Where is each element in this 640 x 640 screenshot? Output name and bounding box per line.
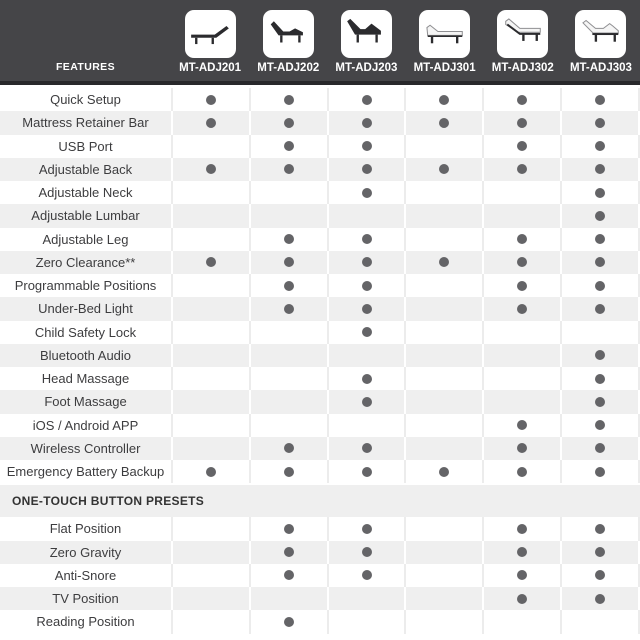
availability-dot-icon [284, 164, 294, 174]
feature-row [0, 367, 640, 390]
availability-cell [560, 181, 640, 204]
availability-dot-icon [595, 211, 605, 221]
availability-cell [560, 274, 640, 297]
availability-cell [404, 158, 482, 181]
availability-cell [249, 321, 327, 344]
availability-dot-icon [517, 443, 527, 453]
feature-name: Under-Bed Light [38, 301, 133, 317]
availability-cell [171, 251, 249, 274]
availability-cell [560, 414, 640, 437]
availability-cell [327, 158, 405, 181]
feature-row [0, 587, 640, 610]
bed-flat-dark-icon [188, 15, 232, 53]
availability-cell [249, 587, 327, 610]
availability-cell [482, 610, 560, 633]
availability-dot-icon [517, 257, 527, 267]
table-body [0, 88, 640, 634]
availability-cell [249, 228, 327, 251]
availability-cell [482, 414, 560, 437]
bed-head-up-dark-icon [266, 15, 310, 53]
availability-cell [249, 437, 327, 460]
availability-cell [327, 460, 405, 483]
availability-dot-icon [595, 524, 605, 534]
availability-dot-icon [595, 95, 605, 105]
availability-cell [249, 88, 327, 111]
availability-dot-icon [595, 304, 605, 314]
availability-cell [404, 297, 482, 320]
product-thumbnail [497, 10, 548, 58]
availability-cell [560, 390, 640, 413]
availability-cell [404, 181, 482, 204]
availability-cell [327, 111, 405, 134]
feature-name: Wireless Controller [30, 440, 141, 456]
availability-dot-icon [595, 257, 605, 267]
feature-row [0, 460, 640, 483]
availability-cell [327, 587, 405, 610]
availability-cell [482, 204, 560, 227]
feature-row [0, 541, 640, 564]
model-label: MT-ADJ202 [257, 62, 320, 74]
availability-cell [171, 181, 249, 204]
availability-dot-icon [595, 594, 605, 604]
table-header [0, 0, 640, 85]
availability-cell [327, 297, 405, 320]
availability-cell [560, 517, 640, 540]
availability-cell [171, 135, 249, 158]
bed-head-up-light-icon [501, 15, 545, 53]
availability-dot-icon [284, 443, 294, 453]
availability-dot-icon [206, 118, 216, 128]
availability-dot-icon [362, 547, 372, 557]
availability-cell [404, 390, 482, 413]
availability-cell [249, 610, 327, 633]
availability-cell [327, 564, 405, 587]
availability-dot-icon [595, 570, 605, 580]
availability-cell [482, 181, 560, 204]
availability-dot-icon [362, 164, 372, 174]
availability-cell [482, 111, 560, 134]
availability-cell [171, 344, 249, 367]
availability-dot-icon [439, 467, 449, 477]
availability-cell [482, 228, 560, 251]
availability-cell [249, 297, 327, 320]
availability-cell [249, 460, 327, 483]
availability-cell [404, 414, 482, 437]
availability-dot-icon [284, 257, 294, 267]
availability-cell [327, 610, 405, 633]
availability-cell [482, 587, 560, 610]
feature-row [0, 437, 640, 460]
feature-row [0, 274, 640, 297]
availability-cell [560, 251, 640, 274]
product-column-mt-adj201 [171, 0, 249, 81]
feature-row [0, 158, 640, 181]
product-thumbnail [263, 10, 314, 58]
feature-name: Child Safety Lock [34, 324, 137, 340]
availability-cell [404, 587, 482, 610]
availability-cell [482, 297, 560, 320]
availability-cell [560, 564, 640, 587]
feature-name: Emergency Battery Backup [6, 464, 165, 480]
availability-cell [560, 587, 640, 610]
availability-cell [560, 367, 640, 390]
availability-dot-icon [595, 118, 605, 128]
availability-cell [404, 228, 482, 251]
availability-cell [560, 437, 640, 460]
availability-cell [249, 135, 327, 158]
availability-dot-icon [362, 443, 372, 453]
availability-cell [482, 437, 560, 460]
availability-dot-icon [284, 524, 294, 534]
feature-row [0, 111, 640, 134]
availability-dot-icon [517, 234, 527, 244]
availability-dot-icon [517, 164, 527, 174]
availability-cell [404, 204, 482, 227]
availability-cell [171, 610, 249, 633]
availability-cell [249, 158, 327, 181]
availability-cell [327, 251, 405, 274]
availability-dot-icon [517, 95, 527, 105]
feature-row [0, 344, 640, 367]
availability-dot-icon [595, 188, 605, 198]
availability-cell [404, 610, 482, 633]
feature-row [0, 228, 640, 251]
availability-cell [249, 251, 327, 274]
availability-dot-icon [595, 420, 605, 430]
features-column-header [0, 0, 171, 81]
availability-cell [560, 88, 640, 111]
availability-cell [171, 517, 249, 540]
availability-dot-icon [362, 141, 372, 151]
availability-dot-icon [517, 467, 527, 477]
availability-dot-icon [362, 257, 372, 267]
availability-cell [482, 390, 560, 413]
availability-dot-icon [362, 188, 372, 198]
product-column-mt-adj301 [406, 0, 484, 81]
availability-cell [404, 344, 482, 367]
availability-cell [171, 297, 249, 320]
availability-cell [482, 251, 560, 274]
feature-name: iOS / Android APP [32, 417, 139, 433]
availability-dot-icon [517, 547, 527, 557]
availability-cell [249, 414, 327, 437]
availability-cell [560, 344, 640, 367]
availability-cell [482, 367, 560, 390]
availability-cell [327, 344, 405, 367]
availability-cell [171, 367, 249, 390]
feature-row [0, 414, 640, 437]
availability-cell [249, 541, 327, 564]
feature-row [0, 204, 640, 227]
availability-cell [404, 321, 482, 344]
bed-flat-light-icon [423, 15, 467, 53]
feature-row [0, 610, 640, 633]
availability-cell [171, 414, 249, 437]
availability-dot-icon [362, 374, 372, 384]
availability-cell [249, 204, 327, 227]
availability-cell [249, 111, 327, 134]
availability-cell [482, 517, 560, 540]
availability-cell [404, 437, 482, 460]
availability-cell [171, 587, 249, 610]
availability-cell [482, 541, 560, 564]
feature-name: Adjustable Leg [42, 231, 129, 247]
feature-row [0, 564, 640, 587]
feature-name: Foot Massage [44, 394, 127, 410]
availability-dot-icon [284, 570, 294, 580]
availability-dot-icon [284, 141, 294, 151]
availability-dot-icon [595, 350, 605, 360]
product-thumbnail [575, 10, 626, 58]
feature-name: Head Massage [41, 371, 130, 387]
availability-cell [249, 367, 327, 390]
availability-cell [482, 158, 560, 181]
availability-dot-icon [362, 570, 372, 580]
model-label: MT-ADJ301 [413, 62, 476, 74]
availability-cell [560, 228, 640, 251]
availability-dot-icon [595, 374, 605, 384]
availability-cell [327, 321, 405, 344]
availability-dot-icon [206, 257, 216, 267]
availability-cell [404, 111, 482, 134]
availability-cell [404, 135, 482, 158]
availability-cell [404, 251, 482, 274]
availability-dot-icon [517, 524, 527, 534]
feature-name: Zero Clearance** [35, 254, 136, 270]
feature-name: Anti-Snore [54, 567, 117, 583]
feature-row [0, 517, 640, 540]
availability-cell [482, 564, 560, 587]
feature-row [0, 251, 640, 274]
availability-cell [171, 541, 249, 564]
feature-name: Reading Position [36, 614, 135, 630]
availability-cell [171, 390, 249, 413]
availability-dot-icon [206, 164, 216, 174]
product-thumbnail [185, 10, 236, 58]
availability-cell [404, 517, 482, 540]
availability-dot-icon [439, 95, 449, 105]
availability-dot-icon [284, 234, 294, 244]
availability-dot-icon [284, 118, 294, 128]
availability-dot-icon [206, 95, 216, 105]
model-label: MT-ADJ303 [569, 62, 632, 74]
feature-name: Adjustable Neck [38, 185, 133, 201]
availability-dot-icon [362, 95, 372, 105]
bed-head-foot-up-dark-icon [344, 15, 388, 53]
availability-cell [171, 88, 249, 111]
availability-dot-icon [284, 95, 294, 105]
availability-cell [327, 390, 405, 413]
availability-cell [171, 274, 249, 297]
availability-dot-icon [362, 327, 372, 337]
availability-cell [171, 321, 249, 344]
availability-cell [171, 158, 249, 181]
feature-row [0, 135, 640, 158]
feature-name: Adjustable Back [38, 161, 133, 177]
feature-row [0, 88, 640, 111]
availability-cell [482, 88, 560, 111]
availability-dot-icon [595, 234, 605, 244]
availability-dot-icon [362, 281, 372, 291]
availability-cell [171, 204, 249, 227]
product-column-mt-adj203 [327, 0, 405, 81]
availability-dot-icon [284, 467, 294, 477]
availability-dot-icon [284, 304, 294, 314]
availability-cell [482, 460, 560, 483]
availability-cell [327, 274, 405, 297]
availability-dot-icon [439, 118, 449, 128]
availability-dot-icon [284, 547, 294, 557]
product-column-mt-adj302 [484, 0, 562, 81]
availability-dot-icon [517, 304, 527, 314]
availability-dot-icon [595, 281, 605, 291]
availability-cell [560, 158, 640, 181]
availability-cell [171, 228, 249, 251]
availability-cell [327, 135, 405, 158]
availability-cell [482, 344, 560, 367]
availability-cell [560, 111, 640, 134]
feature-name: Adjustable Lumbar [31, 208, 140, 224]
availability-cell [482, 274, 560, 297]
feature-row [0, 321, 640, 344]
availability-dot-icon [362, 304, 372, 314]
model-label: MT-ADJ203 [335, 62, 398, 74]
feature-row [0, 297, 640, 320]
availability-dot-icon [362, 524, 372, 534]
feature-name: Mattress Retainer Bar [22, 115, 149, 131]
feature-name: Flat Position [49, 521, 122, 537]
feature-name: Quick Setup [50, 92, 121, 108]
availability-cell [249, 390, 327, 413]
availability-cell [327, 88, 405, 111]
model-label: MT-ADJ201 [179, 62, 242, 74]
availability-dot-icon [206, 467, 216, 477]
availability-dot-icon [595, 164, 605, 174]
product-column-mt-adj303 [562, 0, 640, 81]
availability-cell [327, 414, 405, 437]
availability-cell [404, 274, 482, 297]
availability-dot-icon [439, 164, 449, 174]
availability-dot-icon [517, 420, 527, 430]
availability-dot-icon [362, 397, 372, 407]
availability-cell [560, 610, 640, 633]
availability-cell [560, 541, 640, 564]
availability-cell [171, 111, 249, 134]
availability-cell [249, 564, 327, 587]
availability-cell [327, 181, 405, 204]
availability-dot-icon [362, 234, 372, 244]
product-column-mt-adj202 [249, 0, 327, 81]
availability-cell [249, 517, 327, 540]
availability-dot-icon [362, 467, 372, 477]
availability-cell [482, 321, 560, 344]
availability-cell [560, 321, 640, 344]
availability-dot-icon [517, 118, 527, 128]
availability-cell [404, 460, 482, 483]
availability-dot-icon [595, 141, 605, 151]
availability-cell [327, 541, 405, 564]
availability-dot-icon [517, 281, 527, 291]
availability-cell [171, 564, 249, 587]
availability-dot-icon [284, 281, 294, 291]
availability-cell [482, 135, 560, 158]
availability-cell [560, 297, 640, 320]
feature-row [0, 390, 640, 413]
product-thumbnail [419, 10, 470, 58]
feature-name: Bluetooth Audio [39, 347, 132, 363]
feature-name: Zero Gravity [49, 544, 122, 560]
feature-name: TV Position [52, 591, 119, 607]
availability-dot-icon [595, 467, 605, 477]
feature-row [0, 181, 640, 204]
availability-cell [560, 135, 640, 158]
availability-cell [327, 437, 405, 460]
availability-cell [327, 228, 405, 251]
model-label: MT-ADJ302 [491, 62, 554, 74]
availability-cell [327, 517, 405, 540]
availability-cell [249, 181, 327, 204]
bed-head-foot-up-light-icon [579, 15, 623, 53]
features-heading: FEATURES [55, 61, 115, 73]
availability-cell [327, 204, 405, 227]
availability-cell [404, 541, 482, 564]
availability-cell [404, 564, 482, 587]
availability-dot-icon [595, 397, 605, 407]
product-thumbnail [341, 10, 392, 58]
availability-dot-icon [595, 547, 605, 557]
availability-cell [249, 344, 327, 367]
availability-dot-icon [517, 141, 527, 151]
availability-cell [249, 274, 327, 297]
feature-name: Programmable Positions [14, 278, 157, 294]
availability-dot-icon [362, 118, 372, 128]
availability-dot-icon [517, 570, 527, 580]
availability-dot-icon [439, 257, 449, 267]
availability-dot-icon [284, 617, 294, 627]
availability-cell [171, 437, 249, 460]
availability-cell [327, 367, 405, 390]
availability-cell [560, 204, 640, 227]
availability-cell [404, 88, 482, 111]
availability-dot-icon [595, 443, 605, 453]
availability-cell [171, 460, 249, 483]
feature-name: USB Port [58, 138, 113, 154]
availability-cell [404, 367, 482, 390]
availability-cell [560, 460, 640, 483]
availability-dot-icon [517, 594, 527, 604]
section-heading: ONE-TOUCH BUTTON PRESETS [0, 485, 640, 517]
